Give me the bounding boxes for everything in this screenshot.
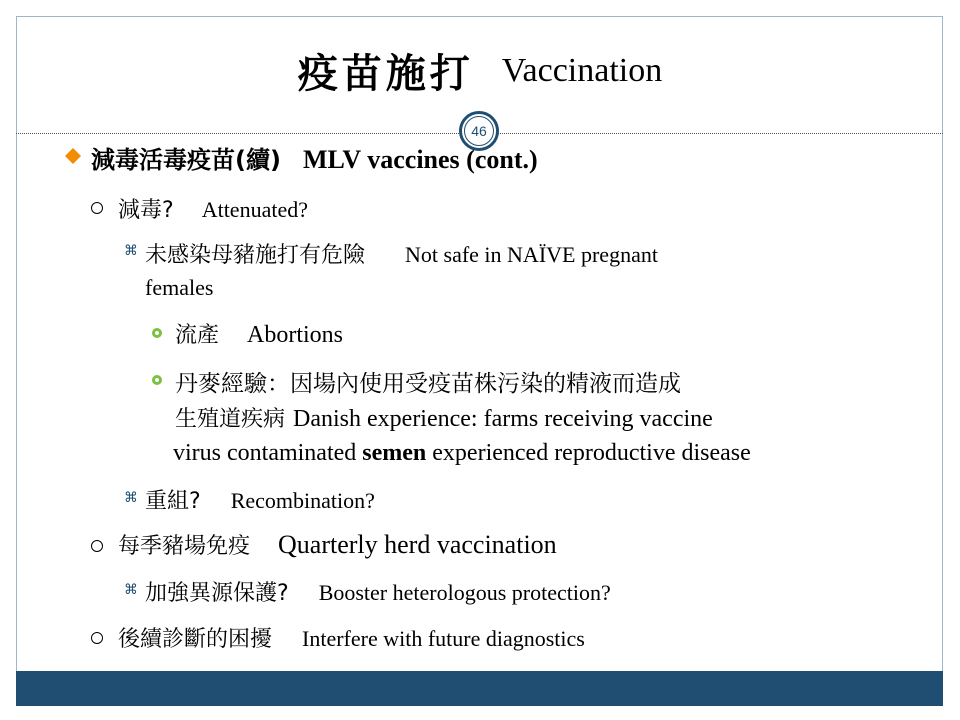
x-bullet-icon: ⌘ [124, 243, 138, 259]
page-number-badge: 46 [459, 111, 499, 151]
green-bullet-icon [152, 328, 162, 338]
diamond-bullet-icon [64, 147, 82, 165]
circle-bullet-icon [91, 632, 103, 644]
bullet-interfere: 後續診斷的困擾 Interfere with future diagnostics [118, 626, 585, 652]
slide-footer-bar [16, 671, 943, 706]
bullet-danish-line2: 生殖道疾病 Danish experience: farms receiving vaccine [175, 406, 713, 432]
title-english: Vaccination [501, 51, 663, 89]
bullet-not-safe-cont: females [145, 275, 214, 300]
x-bullet-icon: ⌘ [124, 582, 138, 598]
circle-bullet-icon [91, 202, 103, 214]
title-chinese: 疫苗施打 [297, 51, 474, 97]
x-bullet-icon: ⌘ [124, 490, 138, 506]
bullet-danish-line3: virus contaminated semen experienced reproductive disease [173, 440, 751, 466]
slide-title [0, 42, 960, 99]
bullet-booster: 加強異源保護? Booster heterologous protection? [145, 580, 611, 606]
bullet-recombination: 重組? Recombination? [145, 488, 375, 514]
bullet-attenuated: 減毒? Attenuated? [118, 197, 308, 223]
green-bullet-icon [152, 375, 162, 385]
bullet-danish-zh: 丹麥經驗：因場內使用受疫苗株污染的精液而造成 [175, 371, 681, 397]
bullet-quarterly: 每季豬場免疫 Quarterly herd vaccination [118, 530, 557, 559]
circle-bullet-icon [91, 540, 103, 552]
bullet-not-safe: 未感染母豬施打有危險 Not safe in NAÏVE pregnant [145, 242, 658, 268]
bullet-l1-mlv: 減毒活毒疫苗(續) MLV vaccines (cont.) [91, 145, 538, 174]
bullet-abortions: 流產 Abortions [175, 322, 344, 348]
